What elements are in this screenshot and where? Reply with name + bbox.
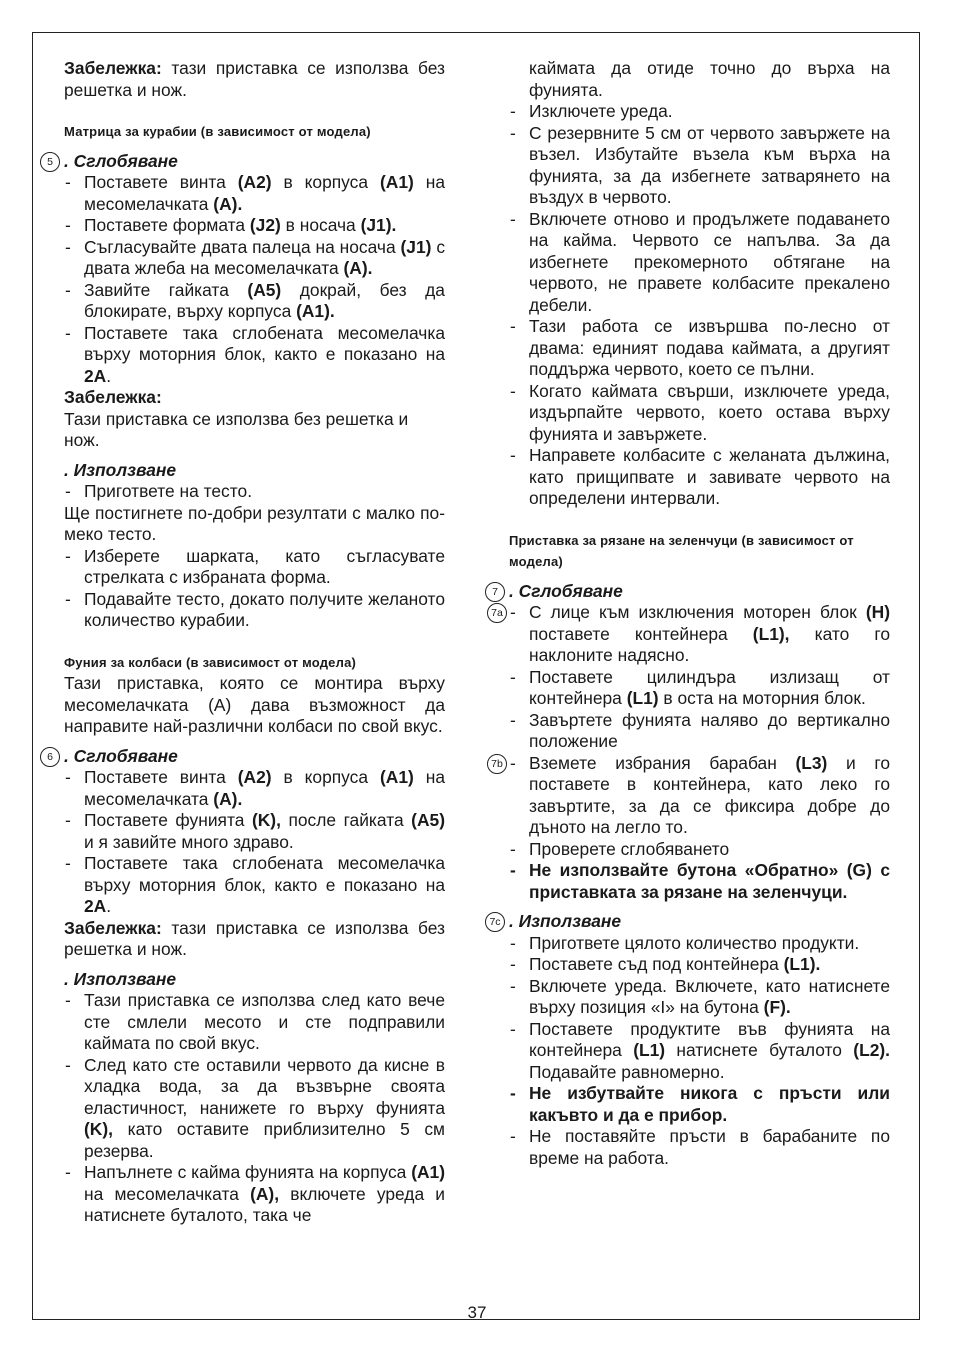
- cookies-section-title: Матрица за курабии (в зависимост от модела): [64, 124, 371, 139]
- list-item: - Поставете формата (J2) в носача (J1).: [64, 215, 445, 237]
- continued-text: каймата да отиде точно до върха на фунията.: [529, 58, 890, 100]
- sausage-assembly-list: [64, 767, 445, 918]
- note-2-text: Тази приставка се използва без решетка и нож.: [64, 408, 409, 450]
- list-item: - Поставете винта (A2) в корпуса (A1) на месомелачката (A).: [64, 767, 445, 810]
- sausage-section-title: Фуния за колбаси (в зависимост от модела): [64, 654, 357, 670]
- vegetable-assembly-title: 7 . Сглобяване: [509, 581, 890, 603]
- list-item: - Пригответе на тесто.: [64, 481, 445, 503]
- list-item: - Включете уреда. Включете, като натиснете върху позиция «I» на бутона (F).: [509, 976, 890, 1019]
- list-item: - Тази работа се извършва по-лесно от двама: единият подава каймата, а другият поддържа червото, което се пълни.: [509, 316, 890, 381]
- list-item: - Тази приставка се използва след като вече сте смлели месото и сте подправили каймата по свой вкус.: [64, 990, 445, 1055]
- vegetable-use-title: 7c . Използване: [509, 911, 890, 933]
- step-marker-7c: 7c: [485, 912, 505, 932]
- page-number: 37: [467, 1303, 487, 1322]
- list-item: - Не поставяйте пръсти в барабаните по време на работа.: [509, 1126, 890, 1169]
- cookies-use-first: [64, 481, 445, 503]
- list-item: - Направете колбасите с желаната дължина, като прищипвате и завивате червото на определени интервали.: [509, 445, 890, 510]
- cookies-use-para: Ще постигнете по-добри резултати с малко по-меко тесто.: [64, 502, 445, 544]
- cookies-use-list: [64, 546, 445, 632]
- list-item: - Включете отново и продължете подаването на кайма. Червото се напълва. За да избегнете прекомерното обтягане на червото, не правете колбасите прекалено дебели.: [509, 209, 890, 317]
- list-item: - Не избутвайте никога с пръсти или какъвто и да е прибор.: [509, 1083, 890, 1126]
- right-column: [489, 58, 890, 1169]
- list-item: - Не използвайте бутона «Обратно» (G) с приставката за рязане на зеленчуци.: [509, 860, 890, 903]
- list-item: - Поставете така сглобената месомелачка върху моторния блок, както е показано на 2A.: [64, 323, 445, 388]
- sausage-assembly-title: 6 . Сглобяване: [64, 746, 445, 768]
- vegetable-assembly-list: [491, 602, 890, 903]
- note-2-label: Забележка:: [64, 387, 162, 407]
- note-1: Забележка: тази приставка се използва без решетка и нож.: [64, 58, 445, 100]
- list-item: - Поставете фунията (K), после гайката (A5) и я завийте много здраво.: [64, 810, 445, 853]
- list-item: - Напълнете с кайма фунията на корпуса (A1) на месомелачката (A), включете уреда и натиснете буталото, така че: [64, 1162, 445, 1227]
- list-item: - Поставете продуктите във фунията на контейнера (L1) натиснете буталото (L2). Подавайте равномерно.: [509, 1019, 890, 1084]
- cookies-assembly-list: [64, 172, 445, 387]
- step-marker-7a: - 7a: [487, 603, 507, 623]
- sausage-use-title: . Използване: [64, 968, 177, 989]
- list-item: - Завъртете фунията наляво до вертикално положение: [509, 710, 890, 753]
- note-3: Забележка: тази приставка се използва без решетка и нож.: [64, 917, 445, 959]
- step-marker-7: 7: [485, 582, 505, 602]
- list-item: - Проверете сглобяването: [509, 839, 890, 861]
- list-item: - Подавайте тесто, докато получите желаното количество курабии.: [64, 589, 445, 632]
- vegetable-use-list: [509, 933, 890, 1170]
- cookies-assembly-title: 5 . Сглобяване: [64, 151, 445, 173]
- list-item: - След като сте оставили червото да киснe в хладка вода, за да възвърне своята еластичност, нанижете го върху фунията (K), като оставите приблизително 5 см резерва.: [64, 1055, 445, 1163]
- list-item: - Поставете съд под контейнера (L1).: [509, 954, 890, 976]
- list-item: - Поставете така сглобената месомелачка върху моторния блок, както е показано на 2A.: [64, 853, 445, 918]
- sausage-use-continued-list: [509, 101, 890, 510]
- step-marker-7b: - 7b: [487, 754, 507, 774]
- cookies-use-title: . Използване: [64, 459, 177, 480]
- list-item: - С резервните 5 см от червото завържете на възел. Избутайте възела към върха на фунията, за да избегнете затварянето на въздух в червото.: [509, 123, 890, 209]
- step-marker-5: 5: [40, 152, 60, 172]
- list-item: - Поставете цилиндъра излизащ от контейнера (L1) в оста на моторния блок.: [509, 667, 890, 710]
- list-item: - Изключете уреда.: [509, 101, 890, 123]
- list-item: - 7a С лице към изключения моторен блок (H) поставете контейнера (L1), като го наклоните надясно.: [509, 602, 890, 667]
- sausage-use-list: [64, 990, 445, 1227]
- list-item: - Съгласувайте двата палеца на носача (J1) с двата жлеба на месомелачката (A).: [64, 237, 445, 280]
- list-item: - Пригответе цялото количество продукти.: [509, 933, 890, 955]
- left-column: [47, 58, 446, 1227]
- list-item: - Изберете шарката, като съгласувате стрелката с избраната форма.: [64, 546, 445, 589]
- sausage-intro: Тази приставка, която се монтира върху месомелачката (A) дава възможност да направите най-различни колбаси по свой вкус.: [64, 673, 445, 736]
- list-item: - Поставете винта (A2) в корпуса (A1) на месомелачката (A).: [64, 172, 445, 215]
- list-item: - 7b Вземете избрания барабан (L3) и го поставете в контейнера, като леко го завъртите, за да се фиксира добре до дъното на легло то.: [509, 753, 890, 839]
- list-item: - Когато каймата свърши, изключете уреда, издърпайте червото, което остава върху фунията и завържете.: [509, 381, 890, 446]
- list-item: - Завийте гайката (A5) докрай, без да блокирате, върху корпуса (A1).: [64, 280, 445, 323]
- step-marker-6: 6: [40, 747, 60, 767]
- vegetable-section-title: Приставка за рязане на зеленчуци (в зависимост от модела): [509, 532, 854, 569]
